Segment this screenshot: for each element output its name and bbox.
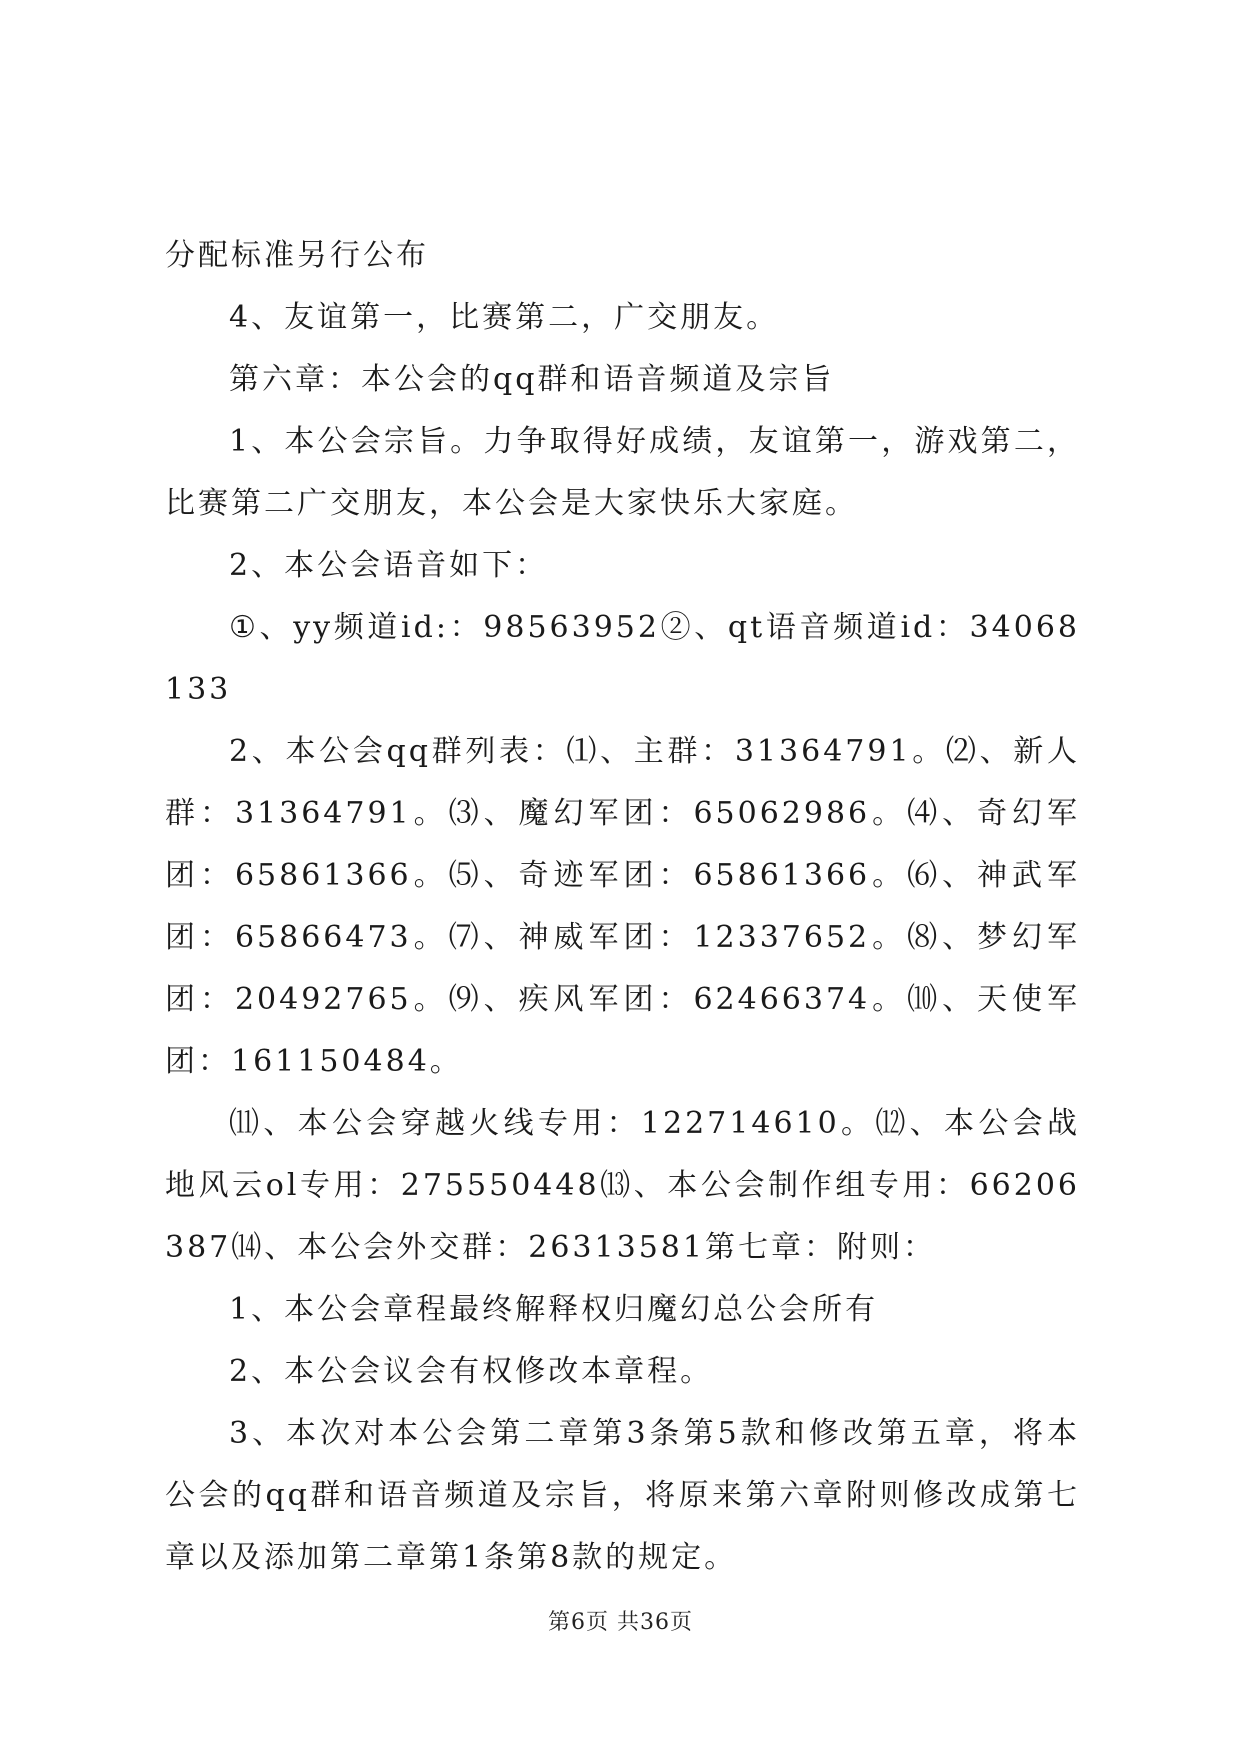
document-body <box>165 225 1080 1589</box>
paragraph-voice-channels: ①、yy频道id:：98563952②、qt语音频道id：34068133 <box>165 610 1080 707</box>
paragraph-voice-intro: 2、本公会语音如下： <box>229 548 549 583</box>
paragraph-1: 分配标准另行公布 <box>165 238 429 273</box>
paragraph-rule-3: 3、本次对本公会第二章第3条第5款和修改第五章，将本公会的qq群和语音频道及宗旨，将原来第六章附则修改成第七章以及添加第二章第1条第8款的规定。 <box>165 1416 1080 1575</box>
chapter-six-heading: 第六章：本公会的qq群和语音频道及宗旨 <box>229 362 835 397</box>
paragraph-2: 4、友谊第一，比赛第二，广交朋友。 <box>229 300 780 335</box>
paragraph-rule-2: 2、本公会议会有权修改本章程。 <box>229 1354 714 1389</box>
paragraph-qq-groups: 2、本公会qq群列表：⑴、主群：31364791。⑵、新人群：31364791。⑶、魔幻军团：65062986。⑷、奇幻军团：65861366。⑸、奇迹军团：65861366。⑹、神武军团：65866473。⑺、神威军团：12337652。⑻、梦幻军团：20492765。⑼、疾风军团：62466374。⑽、天使军团：161150484。 <box>165 734 1080 1079</box>
page-number: 第6页 共36页 <box>548 1610 693 1635</box>
paragraph-rule-1: 1、本公会章程最终解释权归魔幻总公会所有 <box>229 1292 879 1327</box>
paragraph-guild-purpose: 1、本公会宗旨。力争取得好成绩，友谊第一，游戏第二，比赛第二广交朋友，本公会是大家快乐大家庭。 <box>165 424 1080 521</box>
paragraph-special-groups: ⑾、本公会穿越火线专用：122714610。⑿、本公会战地风云ol专用：275550448⒀、本公会制作组专用：66206387⒁、本公会外交群：26313581第七章：附则： <box>165 1106 1080 1265</box>
